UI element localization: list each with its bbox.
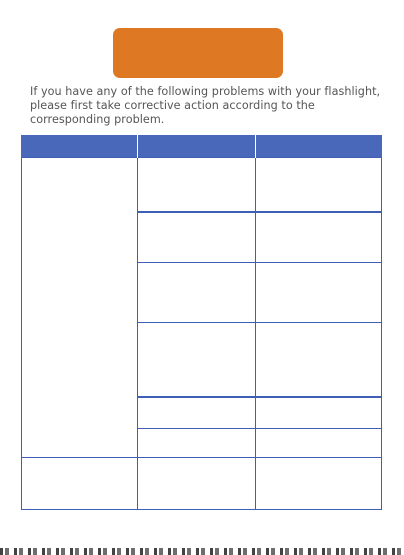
solution-cell xyxy=(256,397,382,429)
solution-cell xyxy=(256,212,382,263)
table-row xyxy=(22,158,382,212)
troubleshooting-table xyxy=(21,135,382,510)
cause-cell xyxy=(138,263,256,323)
table-row xyxy=(22,458,382,510)
intro-paragraph: If you have any of the following problems with your flashlight, please first take corrective action according to the corresponding problem. xyxy=(30,85,381,126)
column-header-solution xyxy=(256,135,382,158)
section-title-banner xyxy=(113,28,283,78)
problem-cell xyxy=(22,458,138,510)
cause-cell xyxy=(138,429,256,458)
solution-cell xyxy=(256,158,382,212)
cause-cell xyxy=(138,323,256,397)
table-header-row xyxy=(22,135,382,158)
column-header-cause xyxy=(138,135,256,158)
solution-cell xyxy=(256,263,382,323)
solution-cell xyxy=(256,429,382,458)
cause-cell xyxy=(138,397,256,429)
column-header-problem xyxy=(22,135,138,158)
cause-cell xyxy=(138,458,256,510)
problem-cell xyxy=(22,158,138,458)
cause-cell xyxy=(138,212,256,263)
solution-cell xyxy=(256,458,382,510)
page-bottom-strip xyxy=(0,548,404,555)
cause-cell xyxy=(138,158,256,212)
solution-cell xyxy=(256,323,382,397)
